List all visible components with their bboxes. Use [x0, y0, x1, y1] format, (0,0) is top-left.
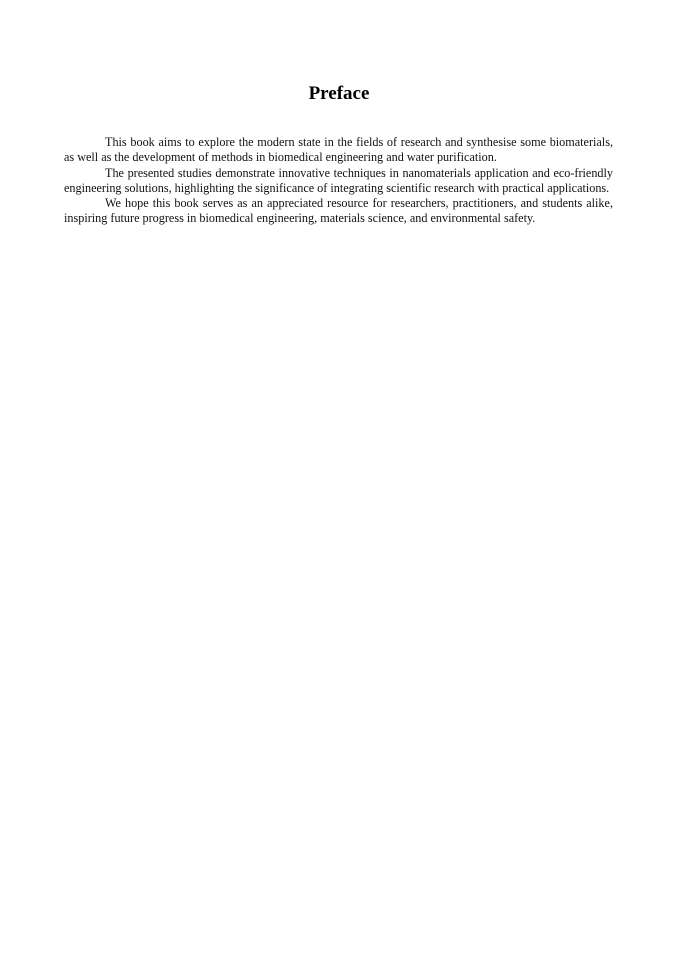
page-title: Preface [308, 83, 370, 104]
paragraph-3: We hope this book serves as an appreciated resource for researchers, practitioners, and students alike, inspiring future progress in biomedical engineering, materials science, and environmental safety. [64, 196, 613, 226]
preface-body [64, 135, 613, 227]
paragraph-2: The presented studies demonstrate innovative techniques in nanomaterials application and eco-friendly engineering solutions, highlighting the significance of integrating scientific research with practical applications. [64, 165, 613, 195]
paragraph-1: This book aims to explore the modern state in the fields of research and synthesise some biomaterials, as well as the development of methods in biomedical engineering and water purification. [64, 135, 613, 165]
